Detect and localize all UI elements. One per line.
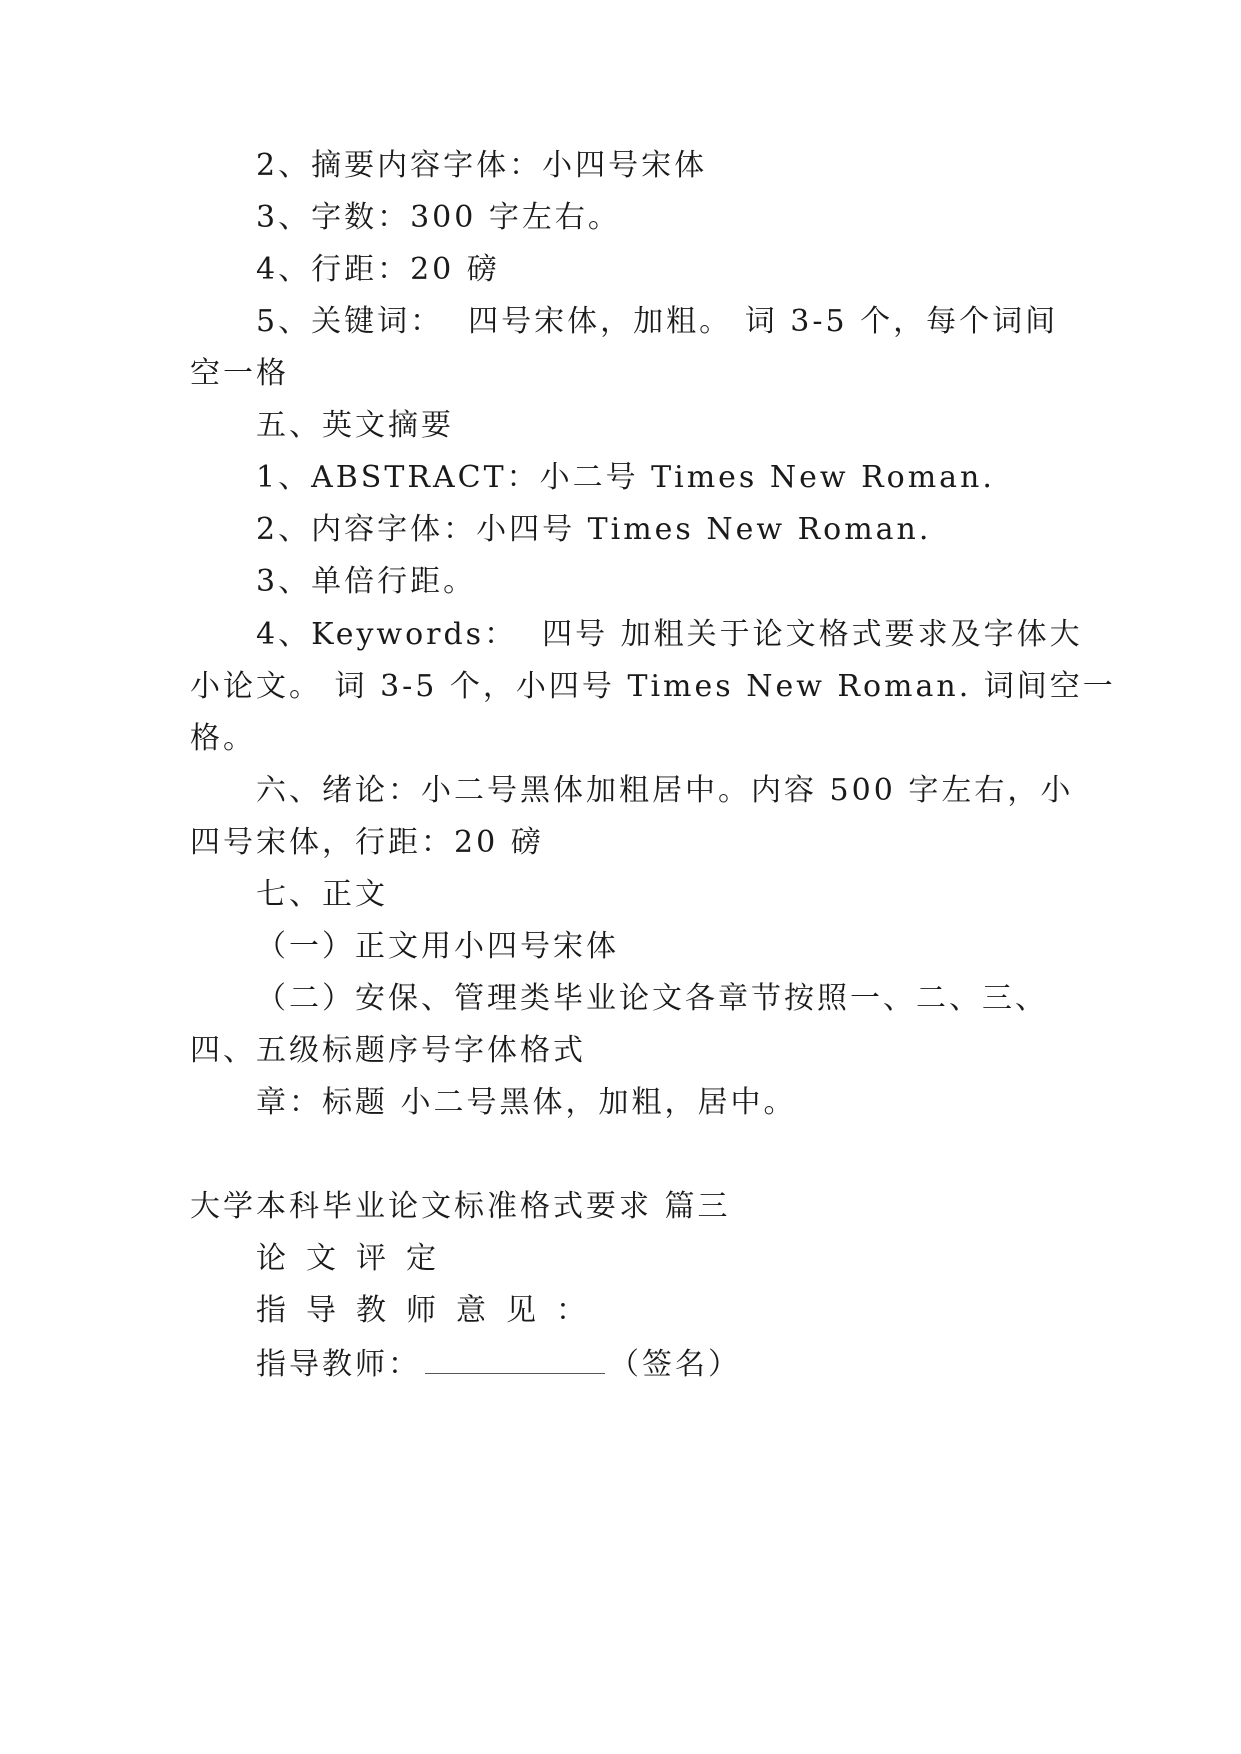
text-line: 4、Keywords： 四号 加粗关于论文格式要求及字体大 (256, 617, 1083, 652)
text-line: 1、ABSTRACT：小二号 Times New Roman. (256, 460, 995, 495)
section-heading: 五、英文摘要 (256, 408, 454, 443)
signature-note: （签名） (609, 1347, 741, 1382)
text-line: 四、五级标题序号字体格式 (190, 1033, 586, 1068)
advisor-opinion-label: 指导教师意见： (256, 1293, 606, 1328)
text-line: （一）正文用小四号宋体 (256, 929, 619, 964)
text-line: 2、摘要内容字体：小四号宋体 (256, 148, 708, 183)
signature-blank (425, 1343, 605, 1374)
section-heading: 六、绪论：小二号黑体加粗居中。内容 500 字左右，小 (256, 773, 1074, 808)
section-heading: 七、正文 (256, 877, 388, 912)
eval-heading: 论文评定 (256, 1241, 456, 1276)
section-title: 大学本科毕业论文标准格式要求 篇三 (190, 1189, 731, 1224)
text-line: 4、行距：20 磅 (256, 252, 500, 287)
text-line: （二）安保、管理类毕业论文各章节按照一、二、三、 (256, 981, 1048, 1016)
advisor-label: 指导教师： (256, 1347, 421, 1382)
text-line: 四号宋体，行距：20 磅 (190, 825, 544, 860)
text-line: 章：标题 小二号黑体，加粗，居中。 (256, 1085, 797, 1120)
text-line: 3、字数：300 字左右。 (256, 200, 621, 235)
text-line: 格。 (190, 721, 256, 756)
signature-row (256, 1343, 741, 1385)
text-line: 2、内容字体：小四号 Times New Roman. (256, 512, 932, 547)
text-line: 5、关键词： 四号宋体，加粗。 词 3-5 个，每个词间 (256, 304, 1059, 339)
text-line: 空一格 (190, 356, 289, 391)
text-line: 3、单倍行距。 (256, 564, 477, 599)
text-line: 小论文。 词 3-5 个，小四号 Times New Roman. 词间空一 (190, 669, 1116, 704)
